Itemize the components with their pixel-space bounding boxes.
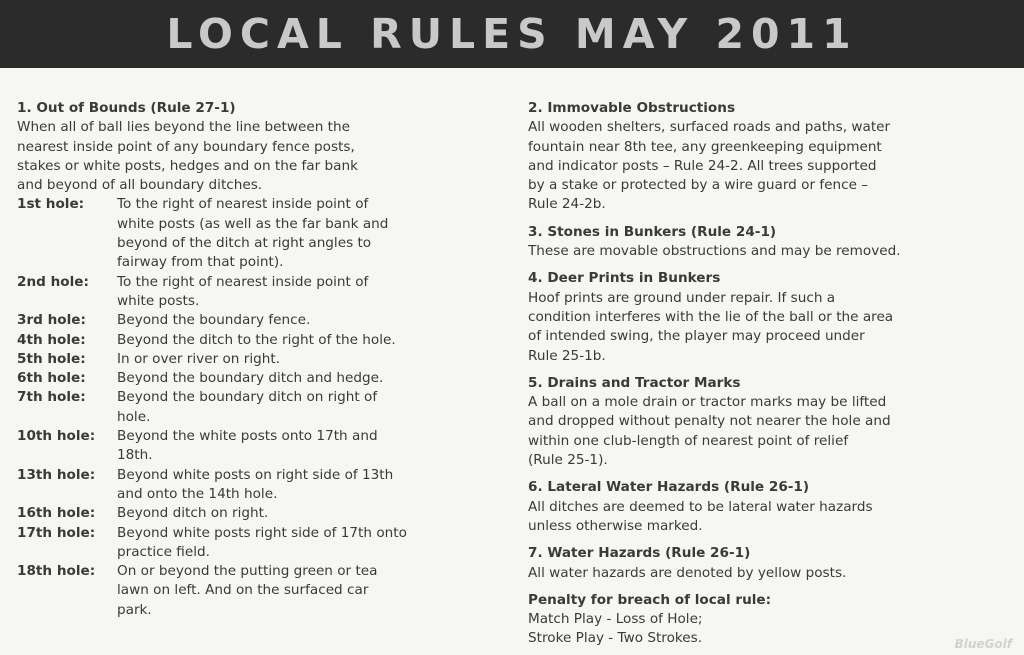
hole-label: 13th hole: [17,466,96,483]
section-line: fountain near 8th tee, any greenkeeping equipment [528,138,882,155]
rule-section [528,269,1018,365]
penalty-heading: Penalty for breach of local rule: [528,591,772,608]
section-line: (Rule 25-1). [528,452,608,469]
hole-row [17,524,512,563]
rule-section [528,99,1018,215]
section-line: All ditches are deemed to be lateral water hazards [528,498,873,515]
hole-label: 7th hole: [17,389,86,406]
section-line: All wooden shelters, surfaced roads and paths, water [528,119,891,136]
hole-row [17,504,512,523]
hole-row [17,311,512,330]
section-line: Hoof prints are ground under repair. If such a [528,289,836,306]
hole-description-line: 18th. [117,447,153,464]
hole-label: 2nd hole: [17,273,89,290]
hole-description [117,504,268,523]
rule-section [528,374,1018,470]
section-line: and dropped without penalty not nearer the hole and [528,413,891,430]
hole-description-line: To the right of nearest inside point of [117,273,369,290]
hole-label: 1st hole: [17,196,85,213]
section-line: and indicator posts – Rule 24-2. All trees supported [528,157,877,174]
hole-description-line: To the right of nearest inside point of [117,196,369,213]
intro-line: stakes or white posts, hedges and on the far bank [17,157,358,174]
hole-description-line: On or beyond the putting green or tea [117,563,378,580]
watermark-logo: BlueGolf [954,637,1012,651]
intro-line: and beyond of all boundary ditches. [17,177,263,194]
hole-label: 16th hole: [17,505,96,522]
hole-description-line: Beyond ditch on right. [117,505,269,522]
hole-row [17,427,512,466]
hole-label: 6th hole: [17,370,86,387]
left-column [17,99,512,620]
hole-description-line: Beyond the boundary ditch on right of [117,389,378,406]
hole-description-line: fairway from that point). [117,254,284,271]
penalty-line: Match Play - Loss of Hole; [528,611,703,628]
hole-description-line: In or over river on right. [117,350,281,367]
hole-label: 5th hole: [17,350,86,367]
rule-section [528,544,1018,583]
hole-description [117,562,378,620]
rule-section [528,223,1018,262]
hole-label: 18th hole: [17,563,96,580]
section-line: All water hazards are denoted by yellow posts. [528,564,847,581]
hole-description-line: white posts (as well as the far bank and [117,215,389,232]
page-title: LOCAL RULES MAY 2011 [166,10,858,58]
hole-description [117,427,378,466]
section-heading: 3. Stones in Bunkers (Rule 24-1) [528,223,777,240]
section-line: condition interferes with the lie of the ball or the area [528,308,894,325]
hole-row [17,350,512,369]
rule-section [528,478,1018,536]
hole-description-line: beyond of the ditch at right angles to [117,235,372,252]
hole-description [117,388,377,427]
hole-description-line: hole. [117,408,151,425]
hole-row [17,273,512,312]
section-line: These are movable obstructions and may be removed. [528,243,901,260]
hole-description [117,369,383,388]
header-banner [0,0,1024,68]
hole-description [117,350,280,369]
section-line: of intended swing, the player may proceed under [528,328,865,345]
hole-label: 3rd hole: [17,312,86,329]
section-line: A ball on a mole drain or tractor marks may be lifted [528,394,887,411]
hole-row [17,562,512,620]
intro-line: nearest inside point of any boundary fence posts, [17,138,355,155]
hole-description-line: Beyond white posts on right side of 13th [117,466,394,483]
hole-row [17,195,512,272]
hole-description-line: Beyond the boundary fence. [117,312,311,329]
hole-row [17,369,512,388]
section-line: Rule 24-2b. [528,196,606,213]
section-line: unless otherwise marked. [528,517,703,534]
hole-description [117,311,310,330]
hole-description-line: park. [117,601,152,618]
hole-description-line: practice field. [117,543,210,560]
hole-description-line: Beyond the boundary ditch and hedge. [117,370,384,387]
hole-description [117,524,407,563]
section-heading: 5. Drains and Tractor Marks [528,374,741,391]
hole-description [117,195,388,272]
hole-description-line: Beyond the white posts onto 17th and [117,428,378,445]
penalty-line: Stroke Play - Two Strokes. [528,630,703,647]
hole-description-line: and onto the 14th hole. [117,485,278,502]
penalty-section [528,591,1018,649]
hole-list [17,195,512,620]
section-heading: 2. Immovable Obstructions [528,100,736,116]
hole-description-line: white posts. [117,292,200,309]
hole-description [117,466,393,505]
section-heading: 4. Deer Prints in Bunkers [528,270,721,287]
hole-description-line: lawn on left. And on the surfaced car [117,582,369,599]
hole-row [17,388,512,427]
section-line: within one club-length of nearest point of relief [528,432,849,449]
hole-label: 4th hole: [17,331,86,348]
intro-line: When all of ball lies beyond the line between the [17,119,350,136]
section-line: Rule 25-1b. [528,347,606,364]
hole-description [117,331,396,350]
right-column [528,99,1018,649]
hole-description-line: Beyond white posts right side of 17th onto [117,524,407,541]
rules-content [0,68,1024,655]
section-heading: 7. Water Hazards (Rule 26-1) [528,545,751,562]
hole-label: 10th hole: [17,428,96,445]
section-line: by a stake or protected by a wire guard or fence – [528,177,869,194]
hole-label: 17th hole: [17,524,96,541]
hole-description-line: Beyond the ditch to the right of the hole. [117,331,396,348]
section-heading: 6. Lateral Water Hazards (Rule 26-1) [528,479,810,496]
rule-sections [528,99,1018,583]
section-heading: 1. Out of Bounds (Rule 27-1) [17,100,236,116]
hole-row [17,331,512,350]
hole-description [117,273,368,312]
hole-row [17,466,512,505]
